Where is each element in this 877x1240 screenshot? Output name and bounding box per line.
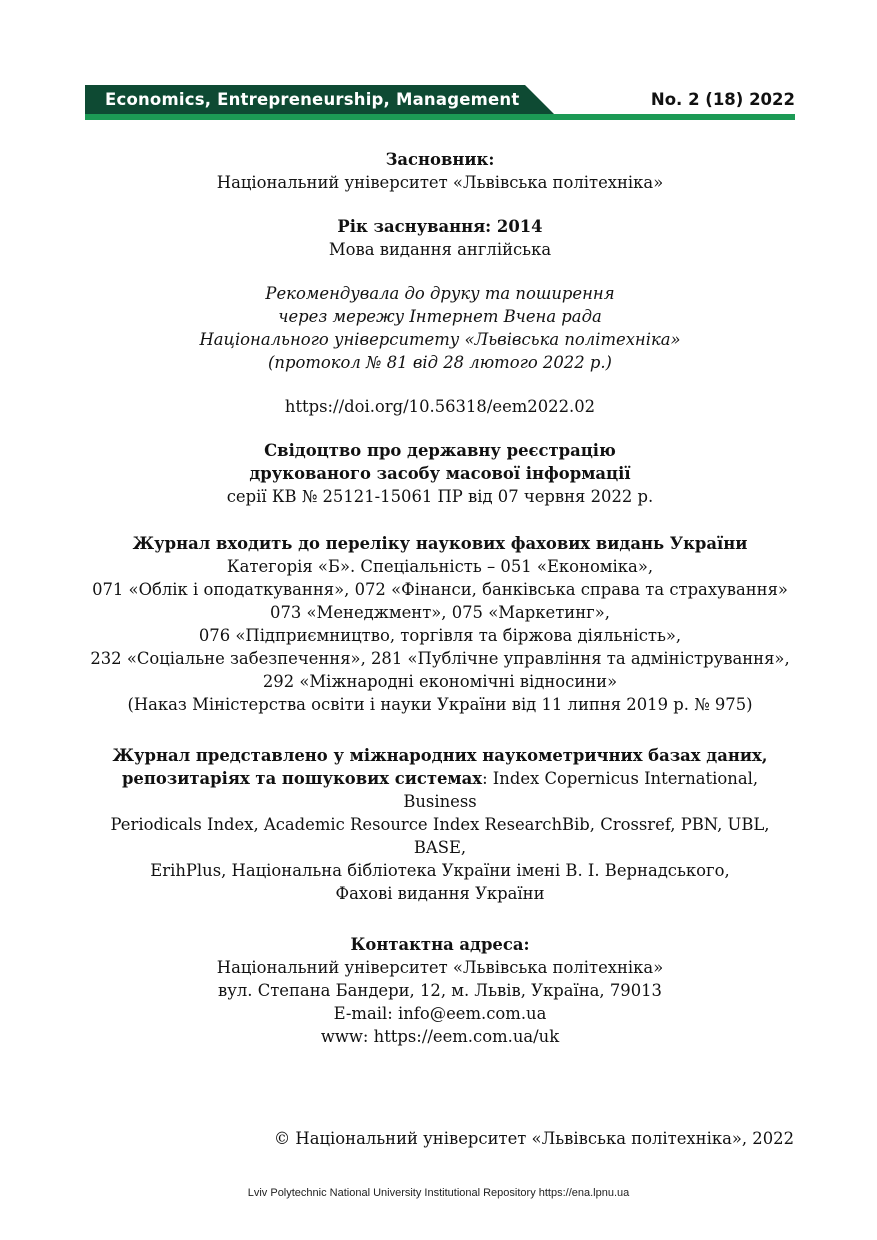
certificate-title-line: друкованого засобу масової інформації bbox=[249, 464, 631, 483]
page-header bbox=[85, 85, 795, 121]
indexing-line bbox=[90, 767, 790, 813]
specialty-line: 073 «Менеджмент», 075 «Маркетинг», bbox=[270, 603, 610, 622]
professional-list-title: Журнал входить до переліку наукових фахових видань України bbox=[132, 534, 748, 553]
recommendation-line: через мережу Інтернет Вчена рада bbox=[278, 307, 602, 326]
issue-number: No. 2 (18) 2022 bbox=[650, 90, 795, 109]
specialty-line: 071 «Облік і оподаткування», 072 «Фінанси, банківська справа та страхування» bbox=[92, 580, 788, 599]
contact-website[interactable]: www: https://eem.com.ua/uk bbox=[320, 1027, 560, 1046]
language-line: Мова видання англійська bbox=[328, 240, 552, 259]
professional-list-block bbox=[90, 532, 790, 716]
recommendation-line: Національного університету «Львівська політехніка» bbox=[199, 330, 681, 349]
specialty-line: 232 «Соціальне забезпечення», 281 «Публічне управління та адміністрування», bbox=[90, 649, 790, 668]
recommendation-block bbox=[90, 282, 790, 374]
indexing-title-cont: репозитаріях та пошукових системах bbox=[121, 769, 483, 788]
indexing-databases: : Index Copernicus International, Business bbox=[403, 769, 759, 811]
contact-block bbox=[90, 933, 790, 1048]
journal-title: Economics, Entrepreneurship, Management bbox=[105, 90, 520, 109]
indexing-line: ErihPlus, Національна бібліотека України імені В. І. Вернадського, bbox=[150, 861, 730, 880]
contact-label: Контактна адреса: bbox=[350, 935, 530, 954]
founded-label: Рік заснування: 2014 bbox=[337, 217, 543, 236]
recommendation-line: (протокол № 81 від 28 лютого 2022 р.) bbox=[268, 353, 612, 372]
header-rule bbox=[85, 114, 795, 120]
founder-label: Засновник: bbox=[385, 150, 495, 169]
repository-footer: Lviv Polytechnic National University Institutional Repository https://ena.lpnu.ua bbox=[247, 1187, 630, 1199]
imprint-content bbox=[90, 148, 790, 1048]
contact-email[interactable]: E-mail: info@eem.com.ua bbox=[333, 1004, 547, 1023]
certificate-title-line: Свідоцтво про державну реєстрацію bbox=[264, 441, 616, 460]
certificate-details: серії КВ № 25121-15061 ПР від 07 червня 2022 р. bbox=[226, 487, 654, 506]
certificate-block bbox=[90, 439, 790, 508]
founded-block bbox=[90, 215, 790, 261]
indexing-line: Periodicals Index, Academic Resource Index ResearchBib, Crossref, PBN, UBL, BASE, bbox=[110, 815, 770, 857]
indexing-title: Журнал представлено у міжнародних наукометричних базах даних, bbox=[112, 746, 768, 765]
recommendation-line: Рекомендувала до друку та поширення bbox=[265, 284, 615, 303]
indexing-block bbox=[90, 744, 790, 905]
founder-value: Національний університет «Львівська політехніка» bbox=[216, 173, 664, 192]
founder-block bbox=[90, 148, 790, 194]
specialty-line: 076 «Підприємництво, торгівля та біржова діяльність», bbox=[198, 626, 682, 645]
specialty-line: 292 «Міжнародні економічні відносини» bbox=[262, 672, 618, 691]
order-line: (Наказ Міністерства освіти і науки України від 11 липня 2019 р. № 975) bbox=[127, 695, 753, 714]
copyright-notice: © Національний університет «Львівська політехніка», 2022 bbox=[273, 1129, 794, 1148]
contact-address: вул. Степана Бандери, 12, м. Львів, Україна, 79013 bbox=[217, 981, 662, 1000]
contact-line: Національний університет «Львівська політехніка» bbox=[216, 958, 664, 977]
doi-link[interactable]: https://doi.org/10.56318/eem2022.02 bbox=[284, 397, 596, 416]
indexing-line: Фахові видання України bbox=[335, 884, 545, 903]
specialty-line: Категорія «Б». Спеціальність – 051 «Економіка», bbox=[226, 557, 654, 576]
